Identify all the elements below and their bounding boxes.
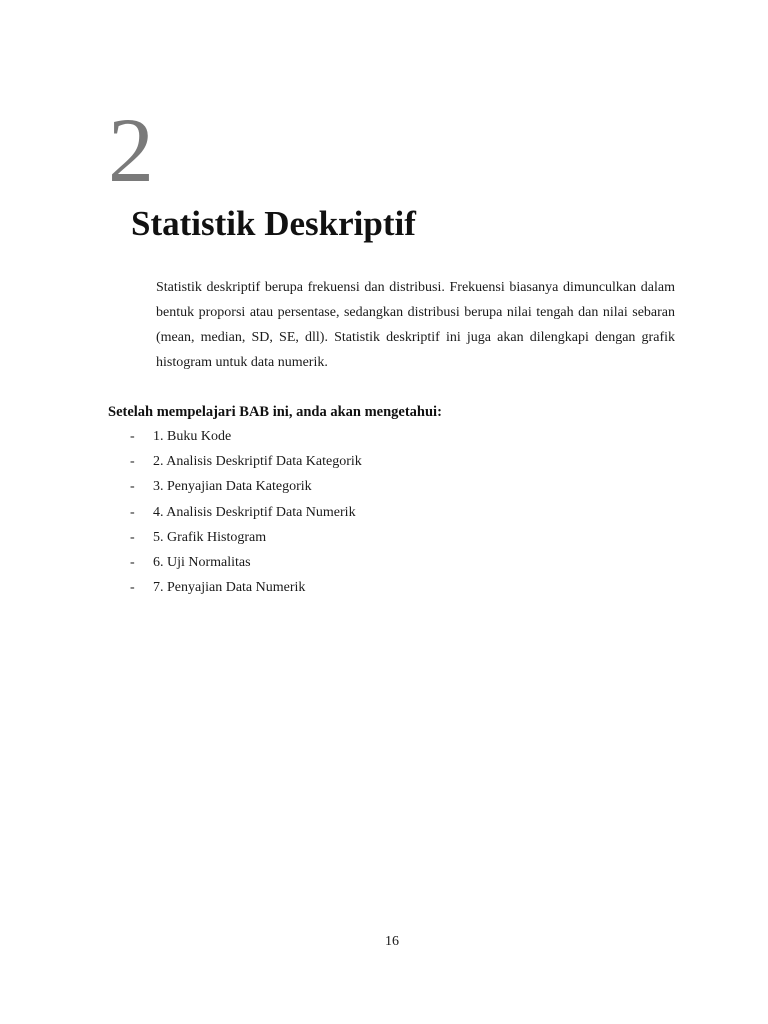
objectives-heading: Setelah mempelajari BAB ini, anda akan mengetahui: [108, 404, 442, 420]
list-item-text: 2. Analisis Deskriptif Data Kategorik [153, 454, 362, 470]
list-bullet: - [130, 479, 135, 495]
list-bullet: - [130, 580, 135, 596]
list-bullet: - [130, 504, 135, 520]
list-bullet: - [130, 429, 135, 444]
list-item-text: 4. Analisis Deskriptif Data Numerik [153, 504, 356, 520]
list-item-text: 1. Buku Kode [153, 429, 232, 444]
list-bullet: - [130, 454, 135, 470]
list-item-text: 5. Grafik Histogram [153, 529, 267, 545]
list-item-text: 3. Penyajian Data Kategorik [153, 479, 312, 495]
list-bullet: - [130, 529, 135, 545]
page-number: 16 [385, 934, 399, 949]
chapter-title: Statistik Deskriptif [131, 204, 416, 243]
list-item-text: 6. Uji Normalitas [153, 554, 251, 570]
intro-paragraph: Statistik deskriptif berupa frekuensi dan distribusi. Frekuensi biasanya dimunculkan dalam bentuk proporsi atau persentase, sedangkan distribusi berupa nilai tengah dan nilai sebaran (mean, median, SD, SE, dll). Statistik deskriptif ini juga akan dilengkapi dengan grafik histogram untuk data numerik. [156, 280, 675, 370]
list-item-text: 7. Penyajian Data Numerik [153, 580, 306, 596]
chapter-number: 2 [108, 99, 154, 201]
list-bullet: - [130, 554, 135, 570]
